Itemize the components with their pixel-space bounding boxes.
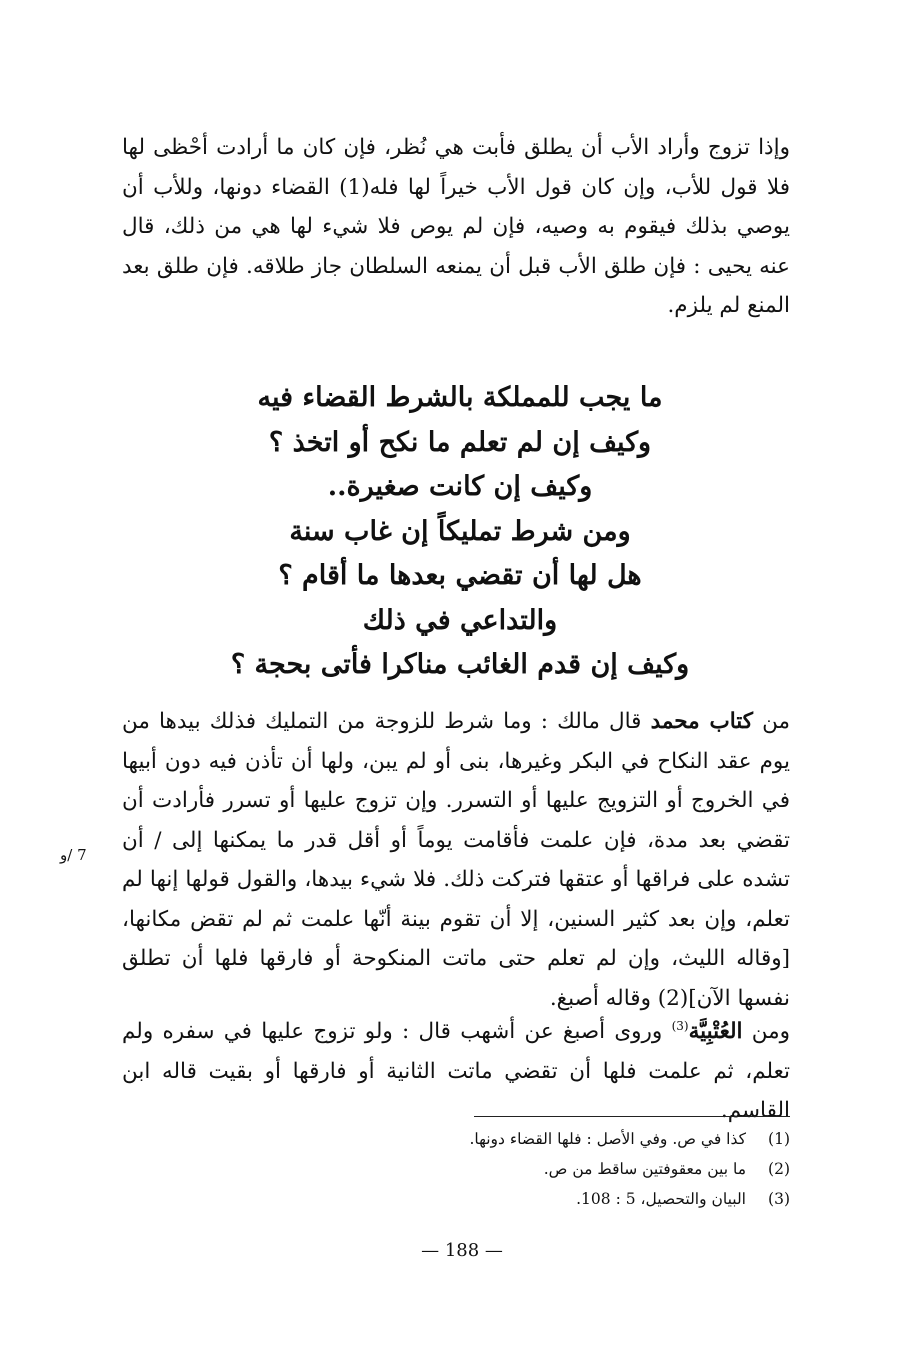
- footnote-ref: (3): [671, 1018, 689, 1033]
- footnote-divider: [474, 1116, 790, 1117]
- utbiyya-paragraph: [122, 1012, 790, 1131]
- heading-line: وكيف إن كانت صغيرة..: [327, 471, 593, 502]
- footnotes: [360, 1124, 790, 1214]
- footnote-number: (2): [768, 1160, 790, 1178]
- footnote-number: (3): [768, 1190, 790, 1208]
- paragraph-text: وروى أصبغ عن أشهب قال : ولو تزوج عليها في سفره ولم تعلم، ثم علمت فلها أن تقضي ماتت الثانية أو فارقها أو بقيت قاله ابن القاسم.: [122, 1019, 790, 1123]
- footnote: [360, 1154, 790, 1184]
- page-number: — 188 —: [421, 1240, 503, 1261]
- heading-line: والتداعي في ذلك: [362, 604, 558, 636]
- footnote: [360, 1184, 790, 1214]
- source-title: كتاب محمد: [650, 709, 753, 734]
- source-title: العُتْبِيَّة: [688, 1019, 743, 1044]
- heading-line: ما يجب للمملكة بالشرط القضاء فيه: [257, 382, 663, 413]
- kitab-muhammad-paragraph: [122, 702, 790, 1018]
- footnote-number: (1): [768, 1130, 790, 1148]
- paragraph-prefix: من: [752, 709, 790, 734]
- manuscript-folio-marker: 7 /و: [60, 846, 87, 864]
- footnote-text: البيان والتحصيل، 5 : 108.: [576, 1190, 746, 1208]
- footnote: [360, 1124, 790, 1154]
- heading-line: ومن شرط تمليكاً إن غاب سنة: [289, 515, 631, 547]
- chapter-heading: [230, 376, 690, 688]
- opening-paragraph: وإذا تزوج وأراد الأب أن يطلق فأبت هي نُظر، فإن كان ما أرادت أحْظى لها فلا قول للأب، وإن كان قول الأب خيراً لها فله(1) القضاء دونها، وللأب أن يوصي بذلك فيقوم به وصيه، فإن لم يوص فلا شيء لها هي من ذلك، قال عنه يحيى : فإن طلق الأب قبل أن يمنعه السلطان جاز طلاقه. فإن طلق بعد المنع لم يلزم.: [122, 135, 790, 318]
- footnote-text: كذا في ص. وفي الأصل : فلها القضاء دونها.: [469, 1130, 746, 1148]
- heading-line: هل لها أن تقضي بعدها ما أقام ؟: [278, 560, 642, 591]
- heading-line: وكيف إن لم تعلم ما نكح أو اتخذ ؟: [268, 426, 652, 458]
- heading-line: وكيف إن قدم الغائب مناكرا فأتى بحجة ؟: [230, 649, 690, 680]
- footnote-text: ما بين معقوفتين ساقط من ص.: [543, 1160, 746, 1178]
- paragraph-prefix: ومن: [742, 1019, 791, 1044]
- paragraph-text: قال مالك : وما شرط للزوجة من التمليك فذلك بيدها من يوم عقد النكاح في البكر وغيرها، بنى أو لم يبن، ولها أن تأذن فيه دون أبيها في الخروج أو التزويج عليها أو التسرر. وإن تزوج عليها أو تسرر فأرادت أن تقضي بعد مدة، فإن علمت فأقامت يوماً أو أقل قدر ما يمكنها إلى / أن تشده على فراقها أو عتقها فتركت ذلك. فلا شيء بيدها، والقول قولها إنها لم تعلم، وإن بعد كثير السنين، إلا أن تقوم بينة أنّها علمت ثم لم تقض مكانها، [وقاله الليث، وإن لم تعلم حتى ماتت المنكوحة أو فارقها فلها أن تطلق نفسها الآن](2) وقاله أصبغ.: [122, 709, 790, 1011]
